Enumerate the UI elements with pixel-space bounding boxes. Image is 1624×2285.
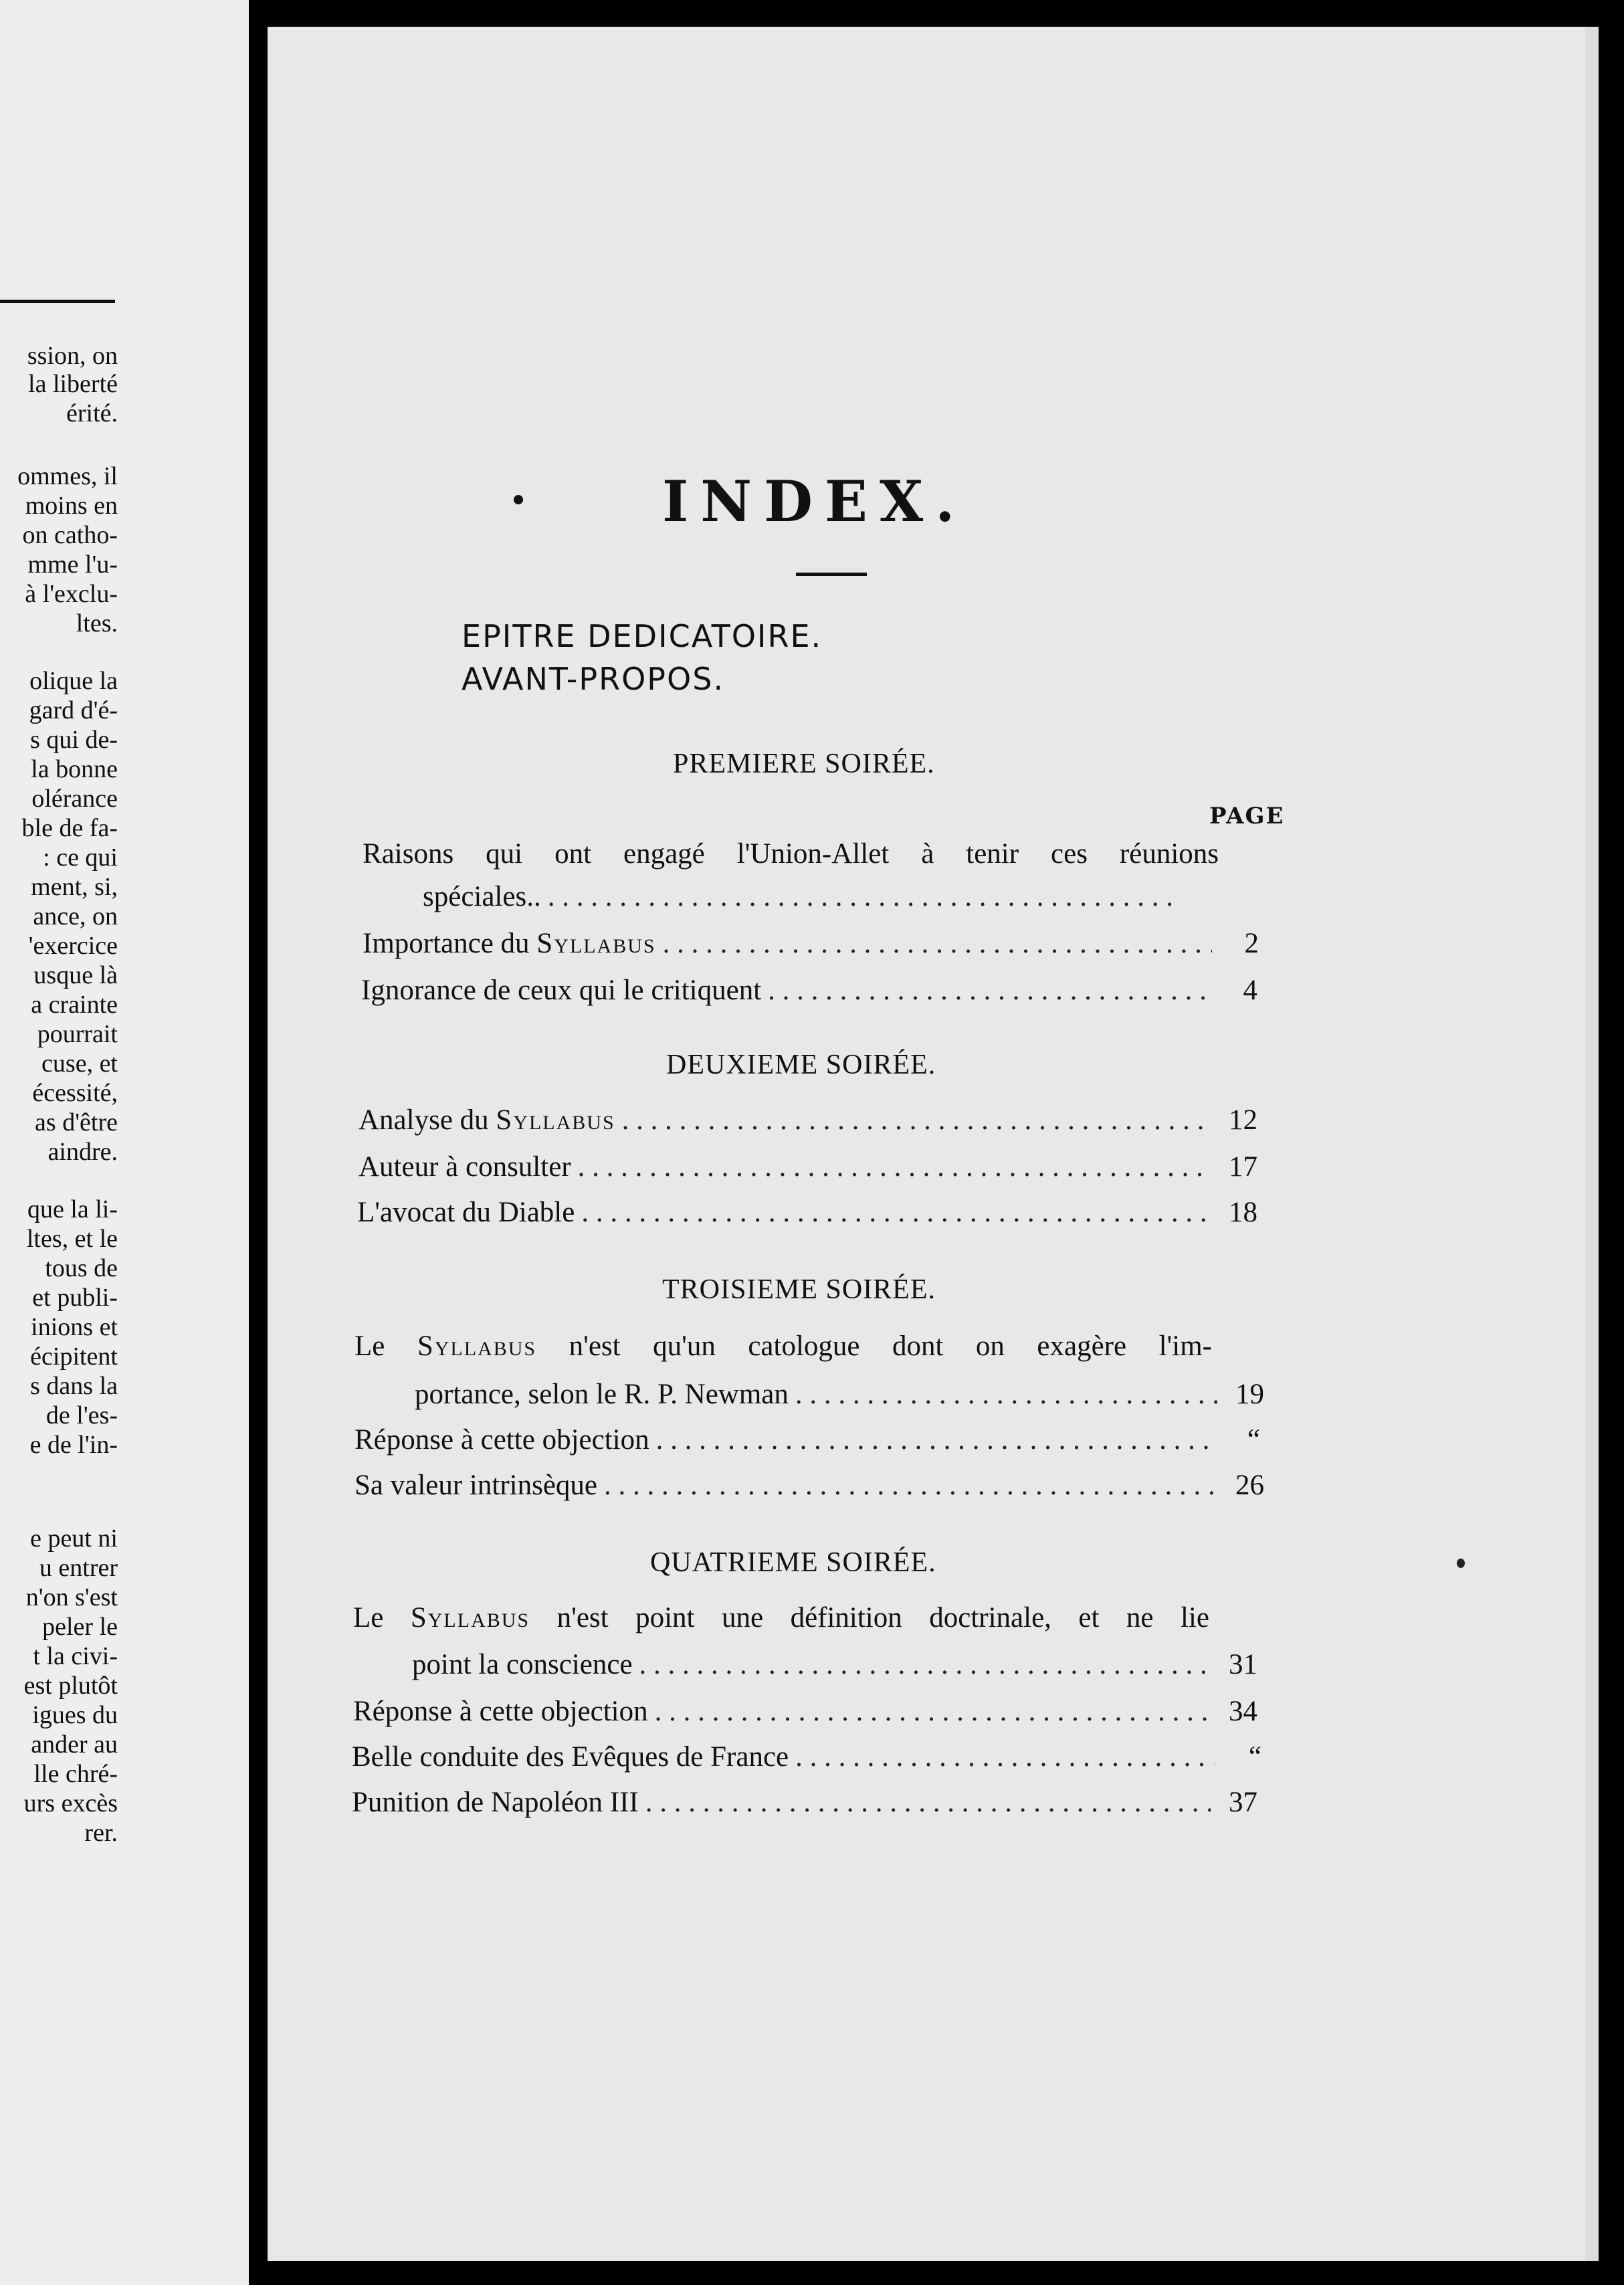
previous-page-line: u entrer — [39, 1554, 118, 1582]
entry-page: 19 — [1235, 1379, 1264, 1410]
title-rule — [796, 573, 867, 576]
previous-page-line: ltes. — [76, 609, 118, 637]
previous-page-line: t la civi- — [33, 1642, 118, 1670]
entry-page: 12 — [1229, 1104, 1257, 1136]
page-edge — [1585, 27, 1599, 2261]
dot-leader — [655, 1695, 1211, 1728]
ink-speck — [1457, 1559, 1465, 1568]
entry-page: 4 — [1243, 975, 1257, 1006]
previous-page-line: est plutôt — [23, 1672, 118, 1700]
previous-page-line: gard d'é- — [29, 696, 118, 724]
section-heading-troisieme: TROISIEME SOIRÉE. — [662, 1274, 936, 1305]
previous-page-line: s qui de- — [30, 726, 118, 754]
previous-page-line: s dans la — [30, 1372, 118, 1400]
previous-page-line: écipitent — [30, 1343, 118, 1371]
entry-page: 2 — [1244, 928, 1259, 959]
entry-text: Belle conduite des Evêques de France — [352, 1741, 789, 1773]
dot-leader — [795, 1741, 1215, 1773]
previous-page-line: e de l'in- — [29, 1431, 118, 1459]
entry-text: Réponse à cette objection — [353, 1696, 648, 1727]
entry-text: Importance du — [363, 928, 537, 959]
dot-leader — [604, 1469, 1217, 1502]
dot-leader — [548, 880, 1176, 913]
previous-page-line: érité. — [66, 399, 118, 427]
entry-belle-conduite — [352, 1741, 1261, 1773]
section-heading-deuxieme: DEUXIEME SOIRÉE. — [666, 1050, 936, 1080]
previous-page-line: à l'exclu- — [25, 580, 118, 608]
previous-page-line: ommes, il — [17, 462, 118, 490]
entry-definition-line1: Le Syllabus n'est point une définition doctrinale, et ne lie — [353, 1602, 1209, 1633]
index-page — [268, 27, 1599, 2261]
dot-leader — [663, 927, 1212, 960]
entry-text: Analyse du — [359, 1104, 496, 1136]
previous-page-line: e peut ni — [30, 1524, 118, 1553]
previous-page-line: cuse, et — [41, 1050, 118, 1078]
entry-text: Sa valeur intrinsèque — [354, 1470, 598, 1501]
section-heading-premiere: PREMIERE SOIRÉE. — [673, 749, 935, 779]
previous-page-line: écessité, — [32, 1079, 118, 1107]
dot-leader — [581, 1196, 1211, 1229]
previous-page-line: ssion, on — [27, 342, 118, 370]
entry-page: 26 — [1235, 1470, 1264, 1501]
previous-page-line: ble de fa- — [21, 814, 118, 842]
entry-avocat — [357, 1196, 1257, 1229]
previous-page-line: de l'es- — [45, 1401, 118, 1429]
entry-auteur — [359, 1151, 1257, 1183]
previous-page-line: inions et — [31, 1313, 118, 1341]
entry-page: 17 — [1229, 1151, 1257, 1183]
entry-text: L'avocat du Diable — [357, 1197, 575, 1228]
previous-page-line: olérance — [31, 785, 118, 813]
previous-page-line: la liberté — [28, 370, 118, 398]
previous-page-line: aindre. — [47, 1138, 118, 1166]
entry-page: “ — [1247, 1424, 1260, 1456]
previous-page-line: moins en — [25, 492, 118, 520]
previous-page-line: et publi- — [32, 1284, 118, 1312]
entry-le-syllabus-catologue — [415, 1378, 1264, 1411]
previous-page-line: ander au — [31, 1730, 118, 1759]
previous-page-line: ltes, et le — [26, 1225, 118, 1253]
dot-leader — [639, 1648, 1211, 1681]
previous-page-line: n'on s'est — [25, 1583, 118, 1611]
index-title: INDEX. — [662, 468, 967, 534]
entry-page: 34 — [1229, 1696, 1257, 1727]
previous-page-line: la bonne — [31, 755, 118, 783]
entry-page: “ — [1248, 1741, 1261, 1773]
previous-page-line: a crainte — [31, 991, 118, 1019]
front-matter-epitre: EPITRE DEDICATOIRE. — [462, 618, 823, 654]
dot-leader — [645, 1786, 1211, 1819]
entry-text: point la conscience — [412, 1649, 633, 1680]
entry-punition — [352, 1786, 1257, 1819]
previous-page-line: on catho- — [22, 521, 118, 549]
previous-page-line: ment, si, — [31, 873, 118, 901]
entry-text: Punition de Napoléon III — [352, 1787, 639, 1818]
entry-text-smallcaps: Syllabus — [496, 1104, 615, 1136]
dot-leader — [795, 1378, 1217, 1411]
previous-page-line: olique la — [29, 667, 118, 695]
entry-ignorance — [361, 974, 1257, 1007]
entry-text: Réponse à cette objection — [354, 1424, 649, 1456]
ink-dot — [514, 495, 523, 504]
entry-text: portance, selon le R. P. Newman — [415, 1379, 789, 1410]
page-column-label: PAGE — [1209, 803, 1285, 829]
entry-reponse-1 — [354, 1423, 1260, 1456]
previous-page-line: ance, on — [33, 902, 118, 930]
entry-raisons — [423, 880, 1223, 913]
dot-leader — [622, 1104, 1211, 1136]
previous-page-line: tous de — [45, 1254, 118, 1282]
entry-le-syllabus-line1: Le Syllabus n'est qu'un catologue dont on exagère l'im- — [354, 1330, 1212, 1362]
previous-page-line: pourrait — [37, 1020, 118, 1048]
entry-page: 37 — [1229, 1787, 1257, 1818]
previous-page-line: peler le — [42, 1613, 118, 1641]
entry-reponse-2 — [353, 1695, 1257, 1728]
entry-page: 31 — [1229, 1649, 1257, 1680]
previous-page-line: 'exercice — [28, 932, 118, 960]
dot-leader — [656, 1423, 1213, 1456]
previous-page-line: as d'être — [35, 1108, 118, 1136]
entry-text-smallcaps: Syllabus — [536, 928, 656, 959]
previous-page-line: mme l'u- — [27, 551, 118, 579]
entry-definition — [412, 1648, 1257, 1681]
book-gutter — [249, 0, 268, 2285]
previous-page-strip — [0, 0, 249, 2285]
dot-leader — [768, 974, 1211, 1007]
entry-valeur — [354, 1469, 1264, 1502]
front-matter-avant-propos: AVANT-PROPOS. — [462, 661, 725, 697]
dot-leader — [578, 1151, 1211, 1183]
previous-page-line: urs excès — [23, 1789, 118, 1817]
section-heading-quatrieme: QUATRIEME SOIRÉE. — [650, 1547, 936, 1578]
previous-page-line: que la li- — [27, 1195, 118, 1223]
previous-page-line: : ce qui — [43, 843, 118, 872]
entry-text: spéciales.. — [423, 881, 541, 912]
entry-importance — [363, 927, 1259, 960]
entry-analyse — [359, 1104, 1257, 1136]
previous-page-line: igues du — [32, 1701, 118, 1729]
previous-page-line: rer. — [84, 1819, 118, 1847]
entry-raisons-line1: Raisons qui ont engagé l'Union-Allet à tenir ces réunions — [363, 838, 1219, 870]
previous-page-line: lle chré- — [33, 1760, 118, 1788]
entry-page: 18 — [1229, 1197, 1257, 1228]
entry-text: Auteur à consulter — [359, 1151, 571, 1183]
left-page-rule — [0, 300, 115, 303]
previous-page-line: usque là — [33, 961, 118, 989]
entry-text: Ignorance de ceux qui le critiquent — [361, 975, 762, 1006]
